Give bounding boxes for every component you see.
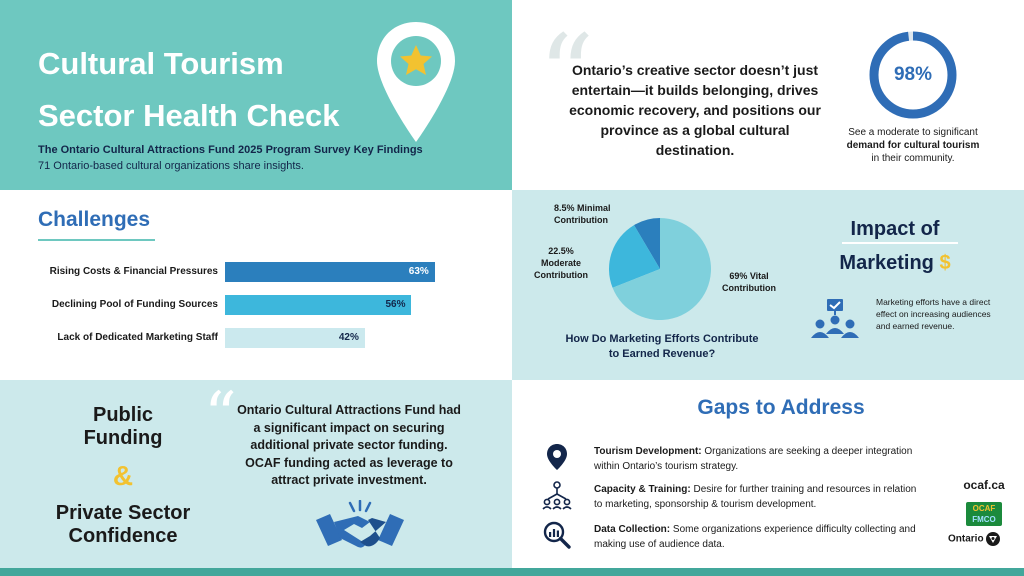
- challenge-bar: [225, 262, 435, 282]
- challenge-row: [0, 295, 512, 315]
- funding-line-4: Confidence: [68, 525, 178, 547]
- impact-divider: [842, 242, 958, 244]
- pie-label-line: Contribution: [722, 283, 776, 293]
- title-panel: [0, 0, 512, 190]
- marketing-description: Marketing efforts have a direct effect on increasing audiences and earned revenue.: [876, 297, 991, 331]
- challenges-panel: [0, 190, 512, 380]
- team-checkmark-icon: [810, 298, 860, 342]
- title-line-1: Cultural Tourism: [38, 46, 284, 81]
- challenge-label: Lack of Dedicated Marketing Staff: [57, 332, 218, 343]
- challenge-value: 42%: [338, 332, 359, 343]
- gap-text: [594, 482, 924, 512]
- challenge-value: 56%: [385, 299, 406, 310]
- caption-bold: demand for cultural tourism: [846, 140, 980, 151]
- challenge-label: Declining Pool of Funding Sources: [51, 299, 218, 310]
- funding-line-1: Public: [92, 404, 153, 426]
- demand-percentage: 98%: [893, 64, 933, 85]
- marketing-panel: [512, 190, 1024, 380]
- tagline: 71 Ontario-based cultural organizations share insights.: [38, 160, 304, 172]
- footer-strip: [0, 568, 1024, 576]
- challenge-bar: [225, 328, 365, 348]
- gap-text: [594, 444, 924, 474]
- pie-label-moderate: [534, 245, 588, 281]
- funding-panel: [0, 380, 512, 568]
- caption-post: in their community.: [871, 153, 955, 164]
- challenge-value: 63%: [408, 266, 429, 277]
- funding-line-3: Private Sector: [55, 502, 191, 524]
- impact-line-1: Impact of: [850, 218, 940, 240]
- ocaf-logo-top: OCAF: [972, 504, 996, 513]
- impact-line-2: [830, 246, 960, 280]
- quote-panel: [512, 0, 1024, 190]
- gap-description: Desire for further training and resources in relation to marketing, sponsorship & tourism development.: [594, 484, 917, 510]
- challenge-row: [0, 328, 512, 348]
- gap-description: Some organizations experience difficulty collecting and making use of audience data.: [594, 524, 916, 550]
- pie-label-minimal: [554, 202, 611, 226]
- gap-title: Tourism Development:: [594, 446, 702, 457]
- ocaf-logo-bottom: FMCO: [972, 515, 996, 524]
- title-line-2: Sector Health Check: [38, 98, 340, 133]
- funding-quote: Ontario Cultural Attractions Fund had a significant impact on securing additional private sector funding. OCAF funding acted as leverage to attract private investment.: [237, 403, 461, 487]
- gap-text: [594, 522, 924, 552]
- demand-caption: [838, 126, 988, 165]
- pie-label-line: Contribution: [534, 270, 588, 280]
- network-people-icon: [542, 480, 572, 510]
- handshake-icon: [314, 500, 406, 556]
- heading-underline: [38, 239, 155, 241]
- challenge-row: [0, 262, 512, 282]
- gap-title: Data Collection:: [594, 524, 671, 535]
- ontario-wordmark: Ontario: [948, 533, 984, 545]
- map-pin-icon: [542, 442, 572, 472]
- pie-label-line: Contribution: [554, 215, 608, 225]
- pie-label-line: Moderate: [540, 258, 581, 268]
- gaps-panel: [512, 380, 1024, 568]
- ontario-trillium-icon: [986, 532, 1000, 546]
- pie-label-vital: [722, 270, 776, 294]
- ocaf-logo: [966, 502, 1002, 526]
- ontario-logo: [948, 532, 1024, 546]
- website-link[interactable]: ocaf.ca: [963, 478, 1005, 492]
- gap-description: Organizations are seeking a deeper integration within Ontario’s tourism strategy.: [594, 446, 913, 472]
- marketing-pie-chart: [608, 217, 712, 321]
- quote-mark-icon: “: [204, 380, 237, 453]
- quote-mark-icon: “: [538, 11, 595, 139]
- location-pin-star-icon: [373, 18, 459, 148]
- pie-label-line: 22.5%: [548, 246, 574, 256]
- private-sector-heading: [44, 502, 202, 548]
- page-title: [38, 38, 340, 142]
- challenge-label: Rising Costs & Financial Pressures: [49, 266, 218, 277]
- pie-chart-title: How Do Marketing Efforts Contribute to Earned Revenue?: [565, 333, 759, 360]
- subtitle: The Ontario Cultural Attractions Fund 2025 Program Survey Key Findings: [38, 144, 423, 156]
- pie-label-line: 69% Vital: [729, 271, 769, 281]
- sector-quote: Ontario’s creative sector doesn’t just entertain—it builds belonging, drives economic recovery, and positions our province as a global cultural destination.: [569, 62, 821, 158]
- dollar-icon: $: [939, 252, 951, 274]
- funding-line-2: Funding: [83, 427, 163, 449]
- pie-label-line: 8.5% Minimal: [554, 203, 611, 213]
- gaps-heading: Gaps to Address: [697, 396, 865, 419]
- challenge-bar: [225, 295, 411, 315]
- gap-title: Capacity & Training:: [594, 484, 691, 495]
- caption-pre: See a moderate to significant: [848, 127, 978, 138]
- challenges-heading: Challenges: [38, 208, 151, 231]
- impact-line-2-text: Marketing: [839, 252, 934, 274]
- public-funding-heading: [44, 404, 202, 450]
- impact-heading: [830, 212, 960, 280]
- data-search-icon: [542, 520, 572, 550]
- ampersand: &: [112, 460, 134, 491]
